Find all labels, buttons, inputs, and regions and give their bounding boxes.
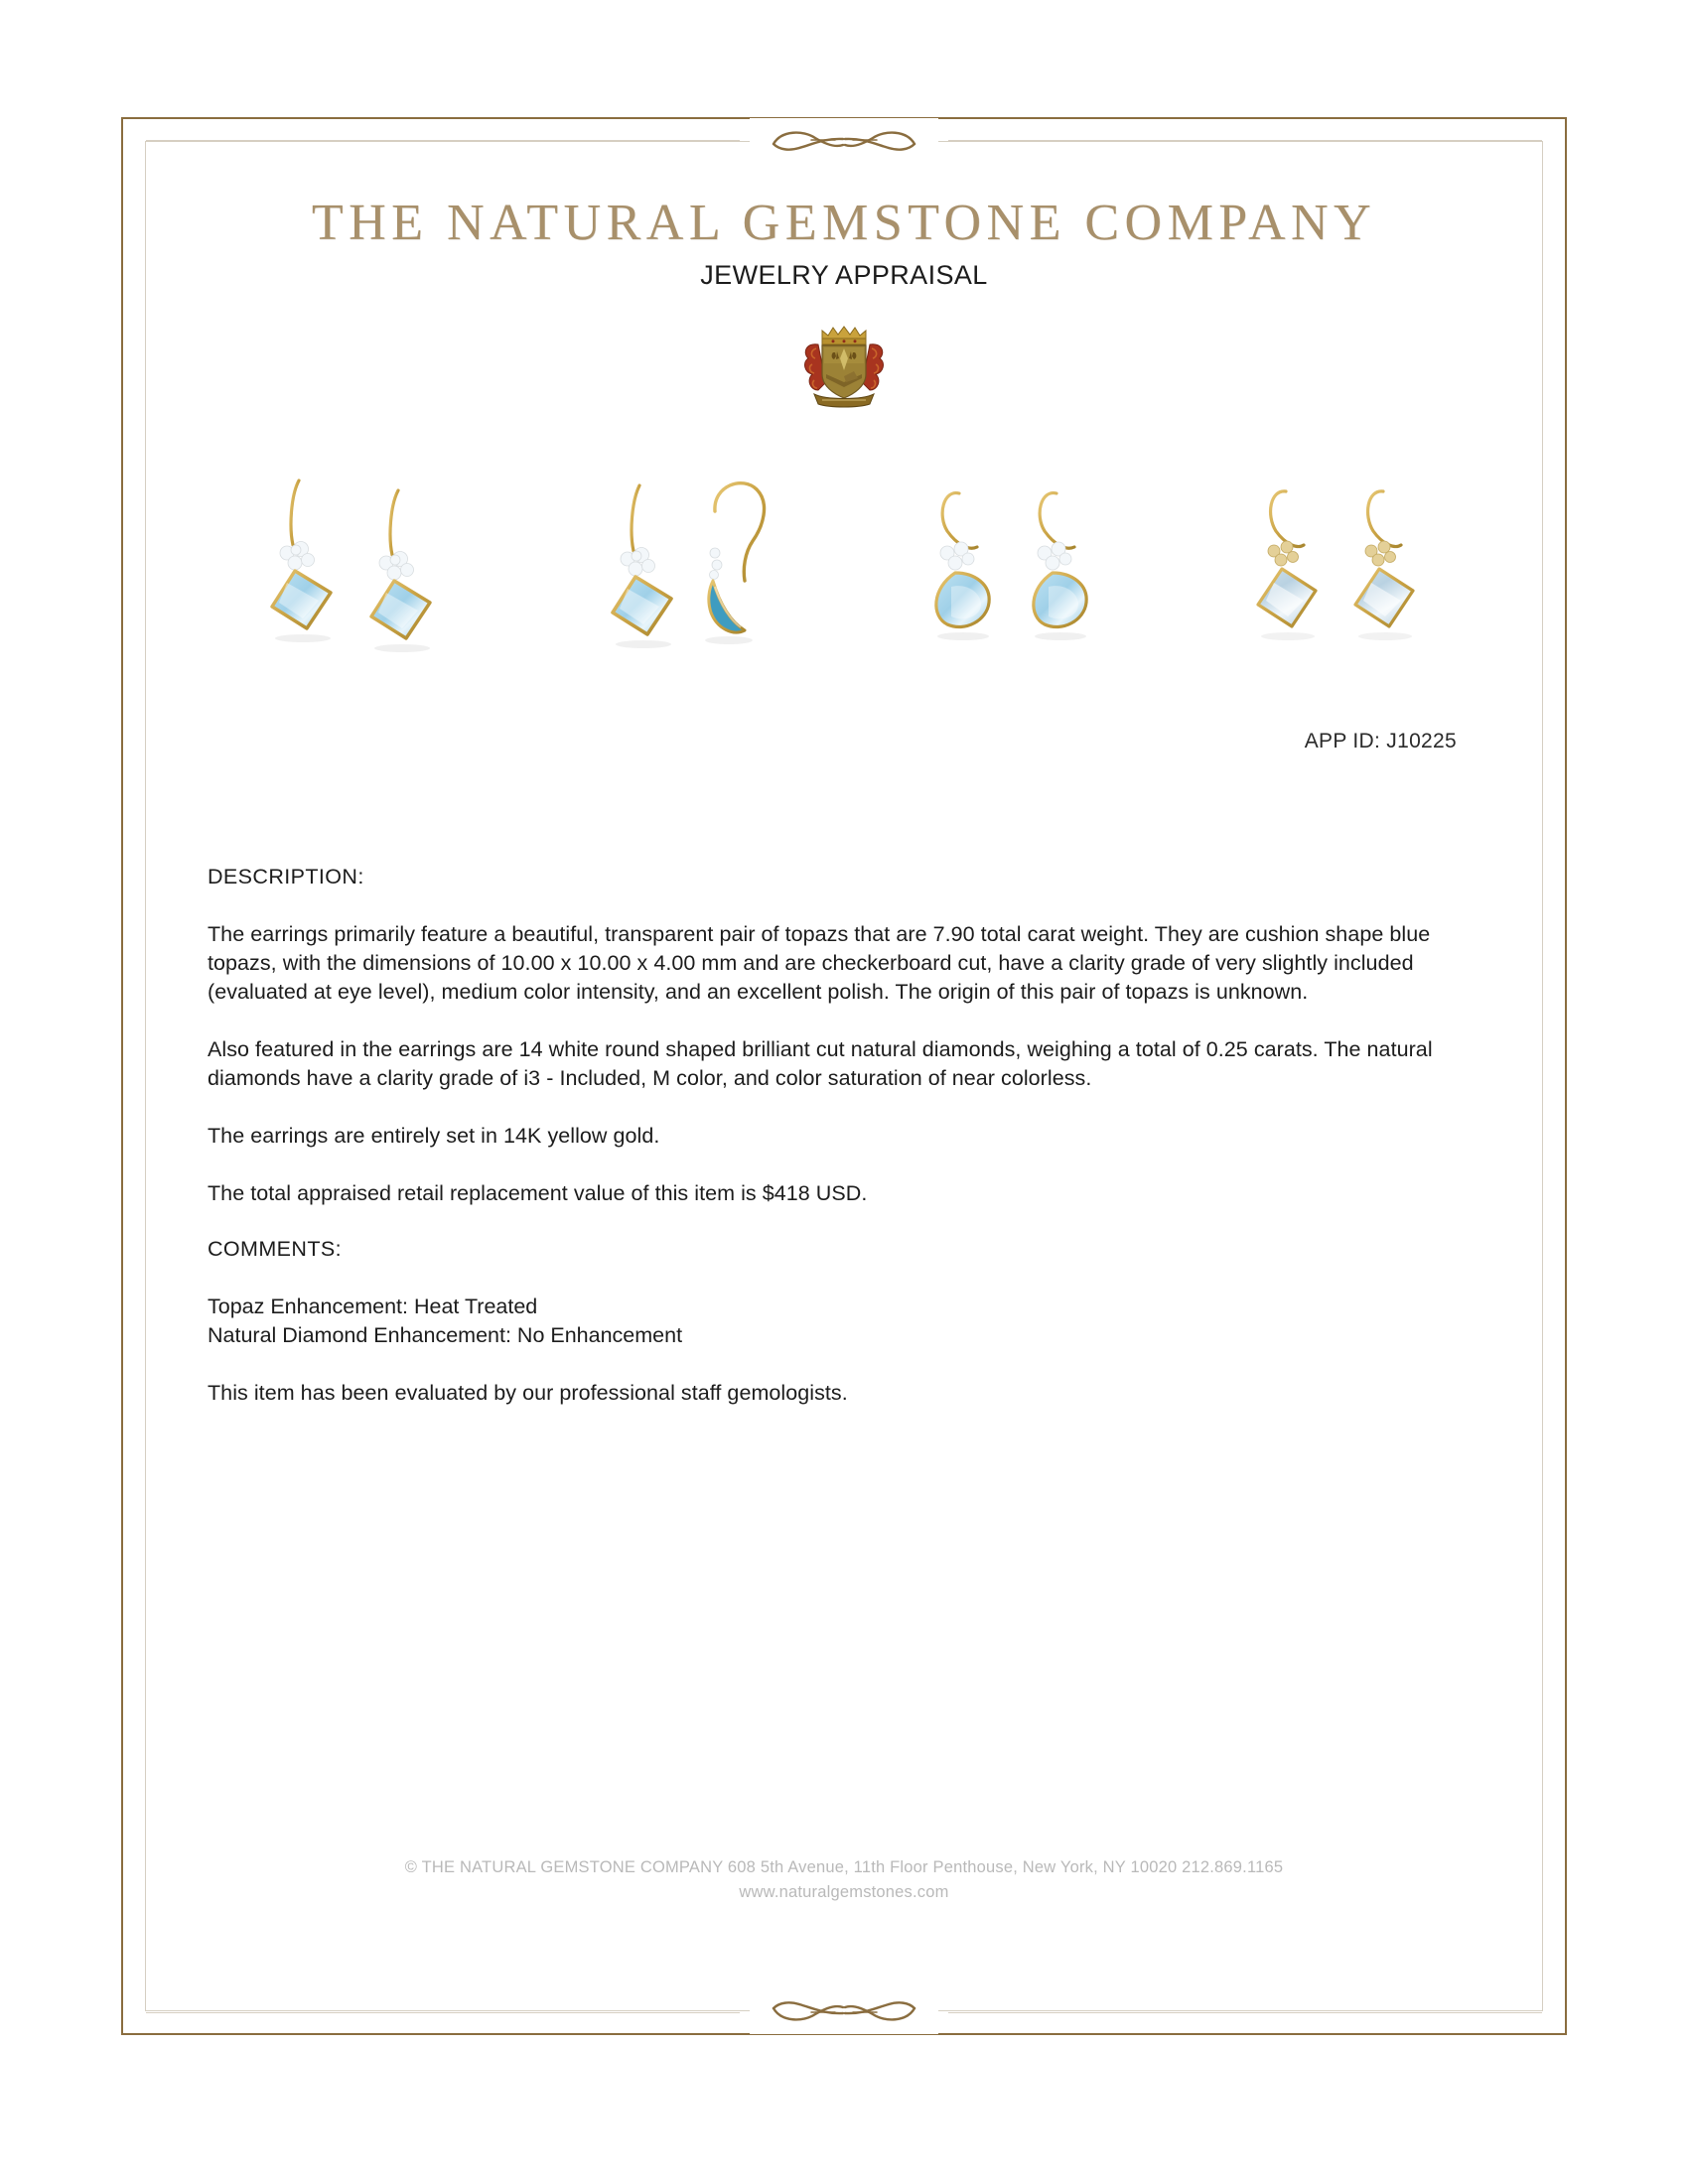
product-photo-1[interactable]	[208, 424, 493, 700]
ornament-rule-left-bottom	[146, 2012, 740, 2013]
product-photo-3[interactable]	[866, 424, 1152, 700]
page-footer	[146, 1855, 1542, 1905]
ornament-rule-right	[948, 140, 1542, 141]
description-paragraph-2: Also featured in the earrings are 14 white round shaped brilliant cut natural diamonds, weighing a total of 0.25 carats. The natural diamonds have a clarity grade of i3 - Included, M color, and color saturation of near colorless.	[208, 1037, 1433, 1090]
bottom-ornament-band	[146, 1990, 1542, 2034]
topaz-enhancement-line: Topaz Enhancement: Heat Treated	[208, 1295, 538, 1318]
ornament-rule-left	[146, 140, 740, 141]
diamond-enhancement-line: Natural Diamond Enhancement: No Enhancement	[208, 1323, 683, 1347]
description-paragraph-1: The earrings primarily feature a beautiful, transparent pair of topazs that are 7.90 total carat weight. They are cushion shape blue topazs, with the dimensions of 10.00 x 10.00 x 4.00 mm and are checkerboard cut, have a clarity grade of very slightly included (evaluated at eye level), medium color intensity, and an excellent polish. The origin of this pair of topazs is unknown.	[208, 922, 1431, 1004]
document-title: JEWELRY APPRAISAL	[700, 260, 988, 290]
company-name: THE NATURAL GEMSTONE COMPANY	[311, 195, 1377, 251]
appraised-value-statement: The total appraised retail replacement value of this item is $418 USD.	[208, 1181, 868, 1205]
comments-enhancement-lines	[208, 1293, 1484, 1350]
footer-address: © THE NATURAL GEMSTONE COMPANY 608 5th Avenue, 11th Floor Penthouse, New York, NY 10020 212.869.1165	[404, 1858, 1284, 1876]
app-id: APP ID: J10225	[1304, 730, 1457, 752]
top-ornament-band	[146, 118, 1542, 162]
heraldic-crest-icon	[796, 319, 892, 415]
comments-label: COMMENTS:	[208, 1237, 342, 1261]
product-photo-2[interactable]	[536, 424, 822, 700]
product-photo-4[interactable]	[1195, 424, 1480, 700]
appraisal-content	[208, 865, 1484, 1408]
crest-wrapper	[146, 319, 1542, 415]
page-inner-border	[145, 141, 1543, 2011]
description-label: DESCRIPTION:	[208, 865, 364, 888]
comments-section	[208, 1237, 1484, 1408]
masthead	[146, 194, 1542, 291]
footer-website[interactable]: www.naturalgemstones.com	[739, 1883, 949, 1901]
product-photo-strip	[208, 424, 1480, 700]
description-paragraph-3: The earrings are entirely set in 14K yellow gold.	[208, 1124, 660, 1148]
flourish-ornament-icon	[750, 118, 938, 162]
comments-closing-statement: This item has been evaluated by our professional staff gemologists.	[208, 1381, 848, 1405]
appraisal-page	[121, 117, 1567, 2035]
ornament-rule-right-bottom	[948, 2012, 1542, 2013]
flourish-ornament-icon	[750, 1990, 938, 2034]
